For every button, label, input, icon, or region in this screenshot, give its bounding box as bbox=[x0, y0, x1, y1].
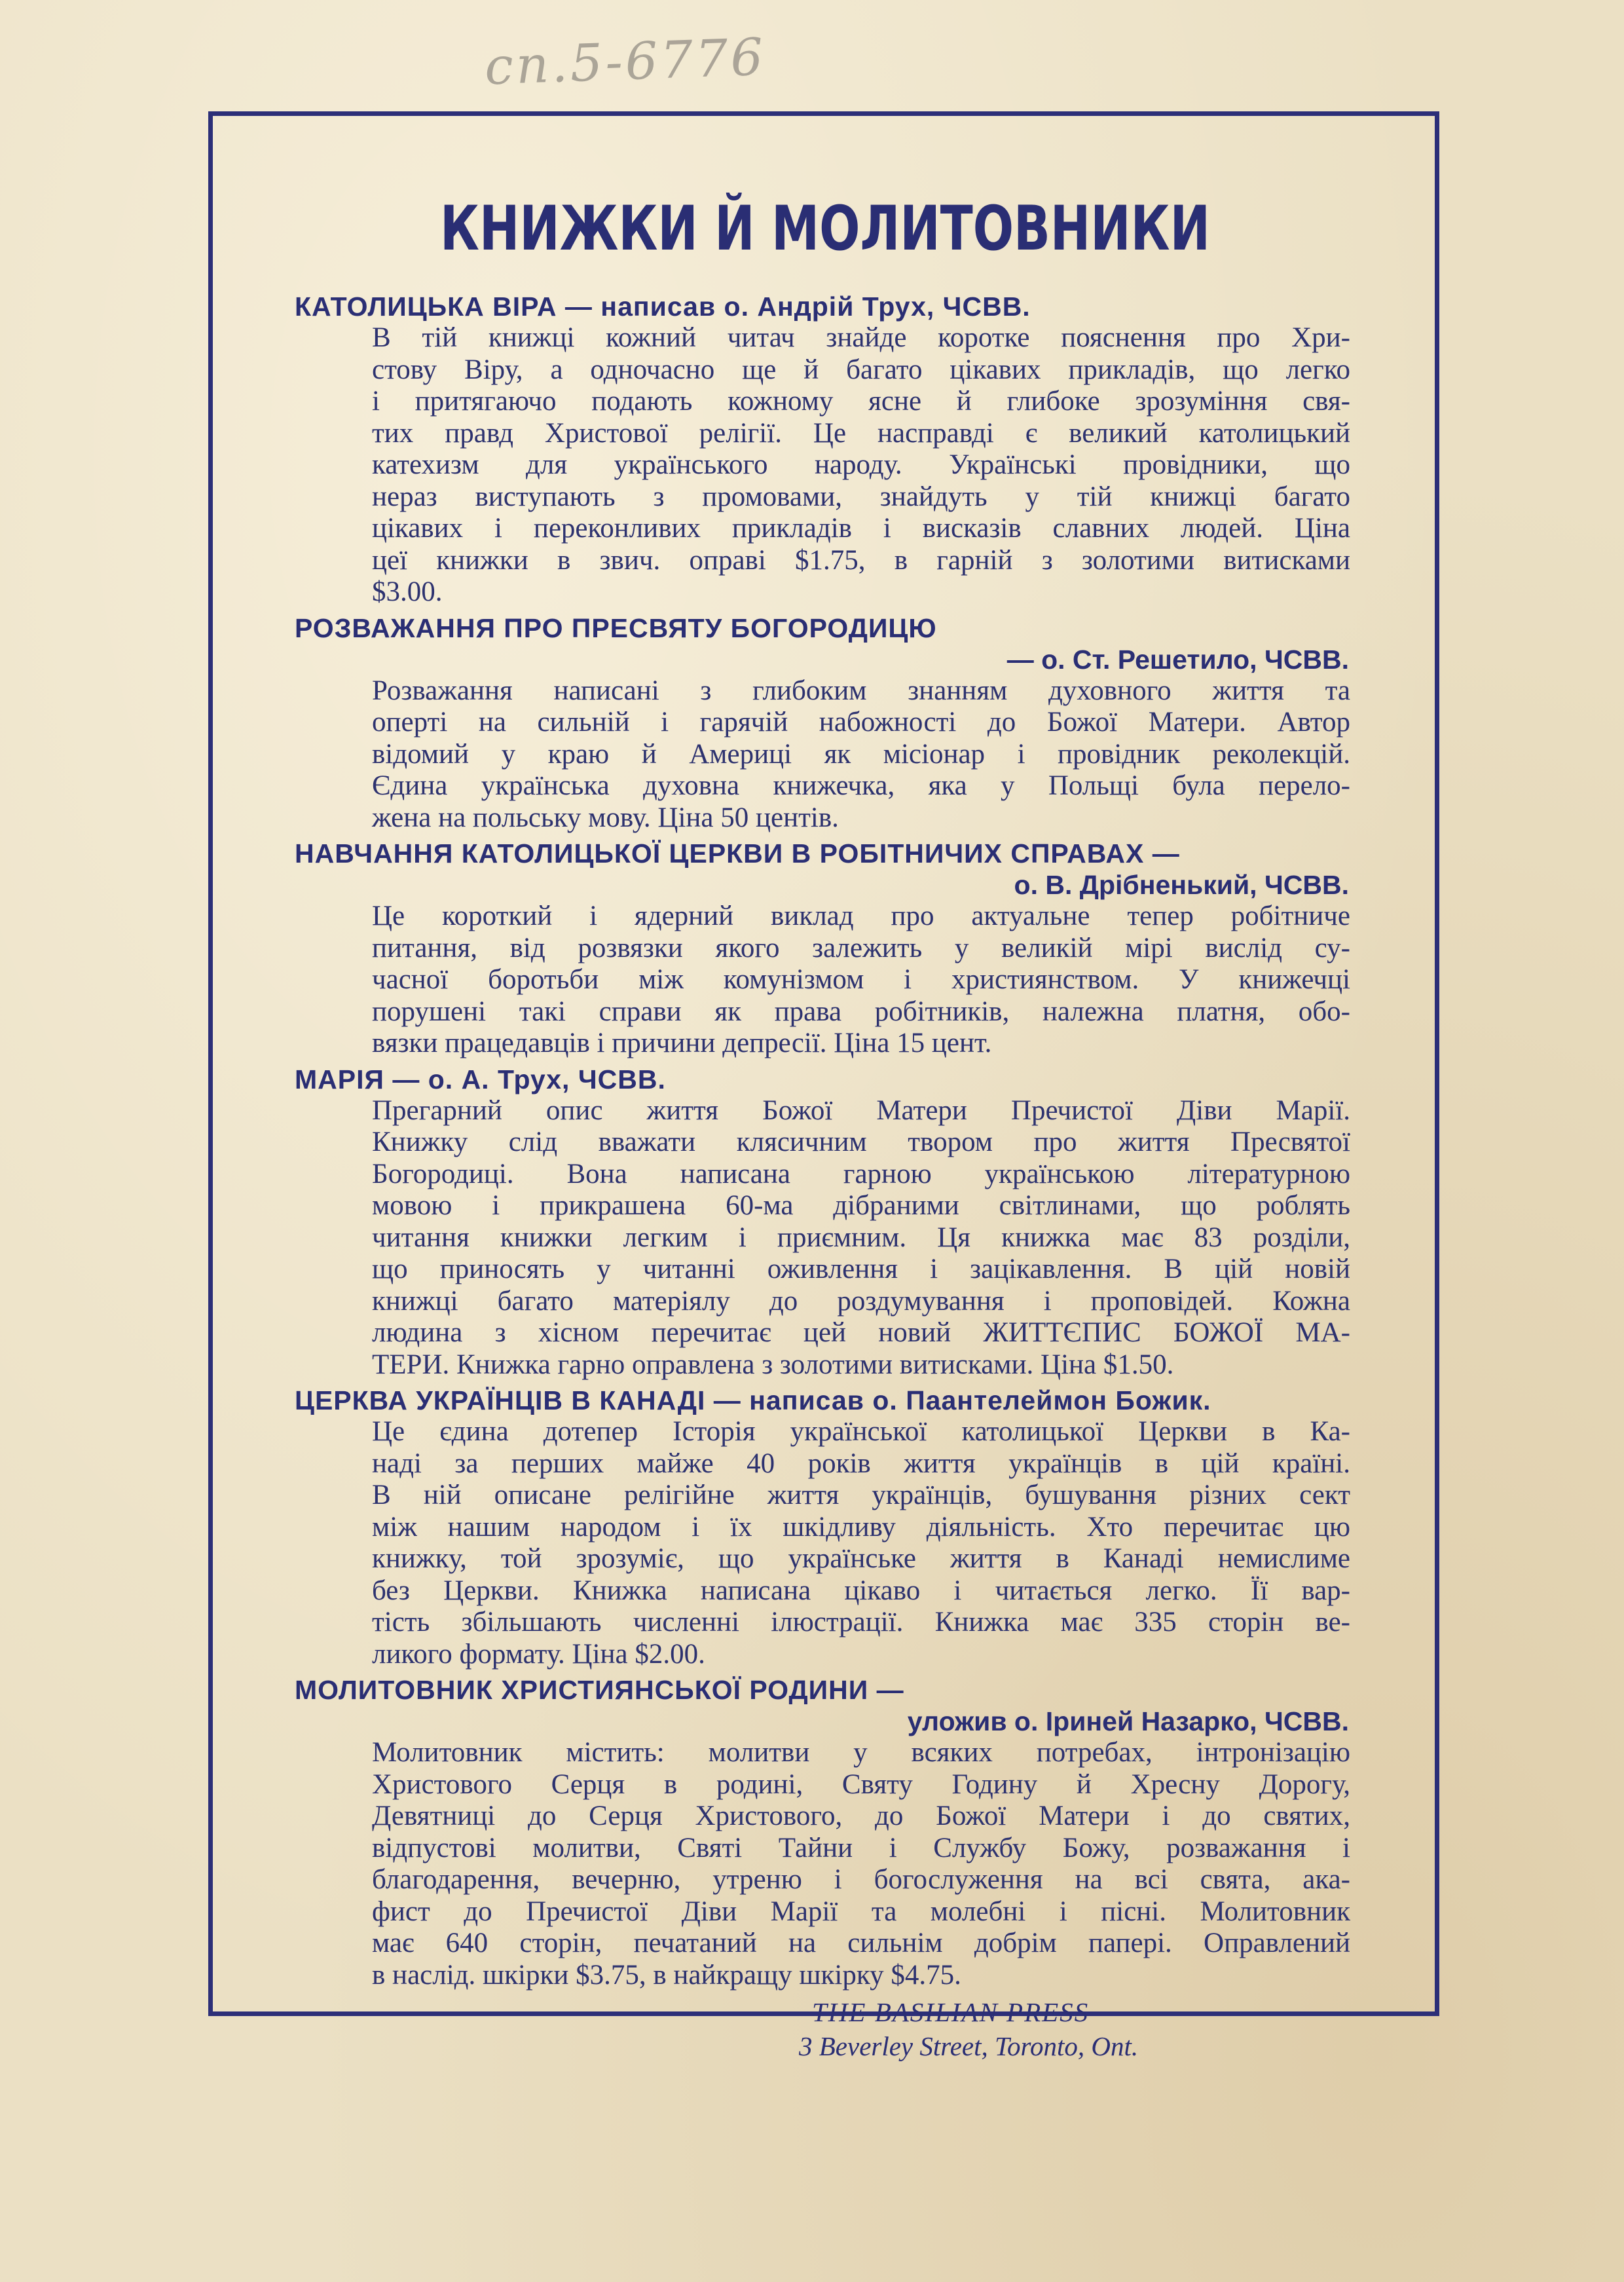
description-line: наді за перших майже 40 років життя українців в цій країні. bbox=[372, 1448, 1350, 1479]
advertisement-content bbox=[295, 177, 1356, 2063]
description-line: читання книжки легким і приємним. Ця книжка має 83 розділи, bbox=[372, 1222, 1350, 1253]
book-entry-description bbox=[372, 322, 1350, 608]
description-line: між нашим народом і їх шкідливу діяльність. Хто перечитає цю bbox=[372, 1511, 1350, 1543]
description-line: часної боротьби між комунізмом і християнством. У книжечці bbox=[372, 964, 1350, 995]
description-line: книжці багато матеріялу до роздумування і проповідей. Кожна bbox=[372, 1285, 1350, 1317]
description-line: цікавих і переконливих прикладів і висказів славних людей. Ціна bbox=[372, 513, 1350, 544]
description-line: В тій книжці кожний читач знайде коротке пояснення про Хри- bbox=[372, 322, 1350, 353]
description-line: Христового Серця в родині, Святу Годину й Хресну Дорогу, bbox=[372, 1768, 1350, 1800]
description-line: фист до Пречистої Діви Марії та молебні і пісні. Молитовник bbox=[372, 1896, 1350, 1927]
description-line: ликого формату. Ціна $2.00. bbox=[372, 1638, 705, 1670]
description-line: питання, від розвязки якого залежить у великій мірі вислід су- bbox=[372, 932, 1350, 963]
book-entry-description bbox=[372, 675, 1350, 834]
book-entry-author: уложив о. Іриней Назарко, ЧСВВ. bbox=[907, 1706, 1349, 1736]
publisher-name: THE BASILIAN PRESS bbox=[812, 1997, 1090, 2027]
description-line: нераз виступають з промовами, знайдуть у тій книжці багато bbox=[372, 481, 1350, 512]
book-entry-description bbox=[372, 1095, 1350, 1381]
book-entry-heading: МАРІЯ — о. А. Трух, ЧСВВ. bbox=[295, 1064, 666, 1094]
book-entry-heading: НАВЧАННЯ КАТОЛИЦЬКОЇ ЦЕРКВИ В РОБІТНИЧИХ СПРАВАХ — bbox=[295, 838, 1180, 869]
description-line: і притягаючо подають кожному ясне й глибоке зрозуміння свя- bbox=[372, 386, 1350, 417]
description-line: Богородиці. Вона написана гарною українською літературною bbox=[372, 1158, 1350, 1189]
description-line: Єдина українська духовна книжечка, яка у Польщі була перело- bbox=[372, 770, 1350, 801]
book-entry bbox=[295, 612, 1356, 834]
book-entry-heading: КАТОЛИЦЬКА ВІРА — написав о. Андрій Трух, ЧСВВ. bbox=[295, 291, 1031, 322]
description-line: катехизм для українського народу. Українські провідники, що bbox=[372, 449, 1350, 480]
description-line: Розважання написані з глибоким знанням духовного життя та bbox=[372, 675, 1350, 706]
book-entry-author: — о. Ст. Решетило, ЧСВВ. bbox=[1006, 644, 1349, 675]
book-entry bbox=[295, 838, 1356, 1060]
description-line: без Церкви. Книжка написана цікаво і читається легко. Її вар- bbox=[372, 1575, 1350, 1606]
book-entry-description bbox=[372, 1416, 1350, 1670]
description-line: Це короткий і ядерний виклад про актуальне тепер робітниче bbox=[372, 901, 1350, 931]
description-line: порушені такі справи як права робітників, належна платня, обо- bbox=[372, 996, 1350, 1027]
description-line: оперті на сильній і гарячій набожності до Божої Матери. Автор bbox=[372, 707, 1350, 738]
publisher-address: 3 Beverley Street, Toronto, Ont. bbox=[799, 2031, 1139, 2061]
handwritten-catalog-mark: сп.5-6776 bbox=[483, 28, 767, 97]
description-line: благодарення, вечерню, утреню і богослуження на всі свята, ака- bbox=[372, 1864, 1350, 1895]
description-line: мовою і прикрашена 60-ма дібраними світлинами, що роблять bbox=[372, 1190, 1350, 1221]
description-line: цеї книжки в звич. оправі $1.75, в гарній з золотими витисками bbox=[372, 544, 1350, 576]
description-line: людина з хісном перечитає цей новий ЖИТТЄПИС БОЖОЇ МА- bbox=[372, 1317, 1350, 1348]
description-line: стову Віру, а одночасно ще й багато цікавих прикладів, що легко bbox=[372, 354, 1350, 385]
description-line: В ній описане релігійне життя українців, бушування різних сект bbox=[372, 1480, 1350, 1510]
description-line: відпустові молитви, Святі Тайни і Службу Божу, розважання і bbox=[372, 1832, 1350, 1863]
description-line: жена на польську мову. Ціна 50 центів. bbox=[372, 802, 839, 833]
description-line: тість збільшають численні ілюстрації. Книжка має 335 сторін ве- bbox=[372, 1607, 1350, 1637]
book-entry-heading: МОЛИТОВНИК ХРИСТИЯНСЬКОЇ РОДИНИ — bbox=[295, 1675, 904, 1705]
description-line: має 640 сторін, печатаний на сильнім добрім папері. Оправлений bbox=[372, 1928, 1350, 1958]
book-entry bbox=[295, 1385, 1356, 1670]
book-entry bbox=[295, 1064, 1356, 1381]
description-line: вязки працедавців і причини депресії. Ціна 15 цент. bbox=[372, 1028, 992, 1058]
page-title: КНИЖКИ Й МОЛИТОВНИКИ bbox=[440, 193, 1210, 265]
description-line: Молитовник містить: молитви у всяких потребах, інтронізацію bbox=[372, 1737, 1350, 1768]
publisher-block bbox=[799, 1995, 1356, 2063]
book-entry bbox=[295, 1674, 1356, 1991]
book-entry-description bbox=[372, 901, 1350, 1060]
book-entry-heading: ЦЕРКВА УКРАЇНЦІВ В КАНАДІ — написав о. Паантелеймон Божик. bbox=[295, 1385, 1211, 1415]
book-entry-description bbox=[372, 1737, 1350, 1991]
description-line: ТЕРИ. Книжка гарно оправлена з золотими витисками. Ціна $1.50. bbox=[372, 1349, 1174, 1380]
description-line: $3.00. bbox=[372, 576, 443, 607]
description-line: тих правд Христової релігії. Це насправді є великий католицький bbox=[372, 417, 1350, 449]
description-line: що приносять у читанні оживлення і зацікавлення. В цій новій bbox=[372, 1254, 1350, 1284]
description-line: Прегарний опис життя Божої Матери Пречистої Діви Марії. bbox=[372, 1094, 1350, 1126]
description-line: Книжку слід вважати клясичним твором про життя Пресвятої bbox=[372, 1127, 1350, 1157]
description-line: в наслід. шкірки $3.75, в найкращу шкірку $4.75. bbox=[372, 1959, 961, 1991]
description-line: відомий у краю й Америці як місіонар і провідник реколекцій. bbox=[372, 738, 1350, 770]
description-line: книжку, той зрозуміє, що українське життя в Канаді немислиме bbox=[372, 1543, 1350, 1574]
description-line: Девятниці до Серця Христового, до Божої Матери і до святих, bbox=[372, 1801, 1350, 1831]
book-entry bbox=[295, 291, 1356, 608]
description-line: Це єдина дотепер Історія української католицької Церкви в Ка- bbox=[372, 1416, 1350, 1447]
book-entries-list bbox=[295, 291, 1356, 1991]
book-entry-heading: РОЗВАЖАННЯ ПРО ПРЕСВЯТУ БОГОРОДИЦЮ bbox=[295, 612, 937, 643]
book-entry-author: о. В. Дрібненький, ЧСВВ. bbox=[1014, 870, 1349, 900]
